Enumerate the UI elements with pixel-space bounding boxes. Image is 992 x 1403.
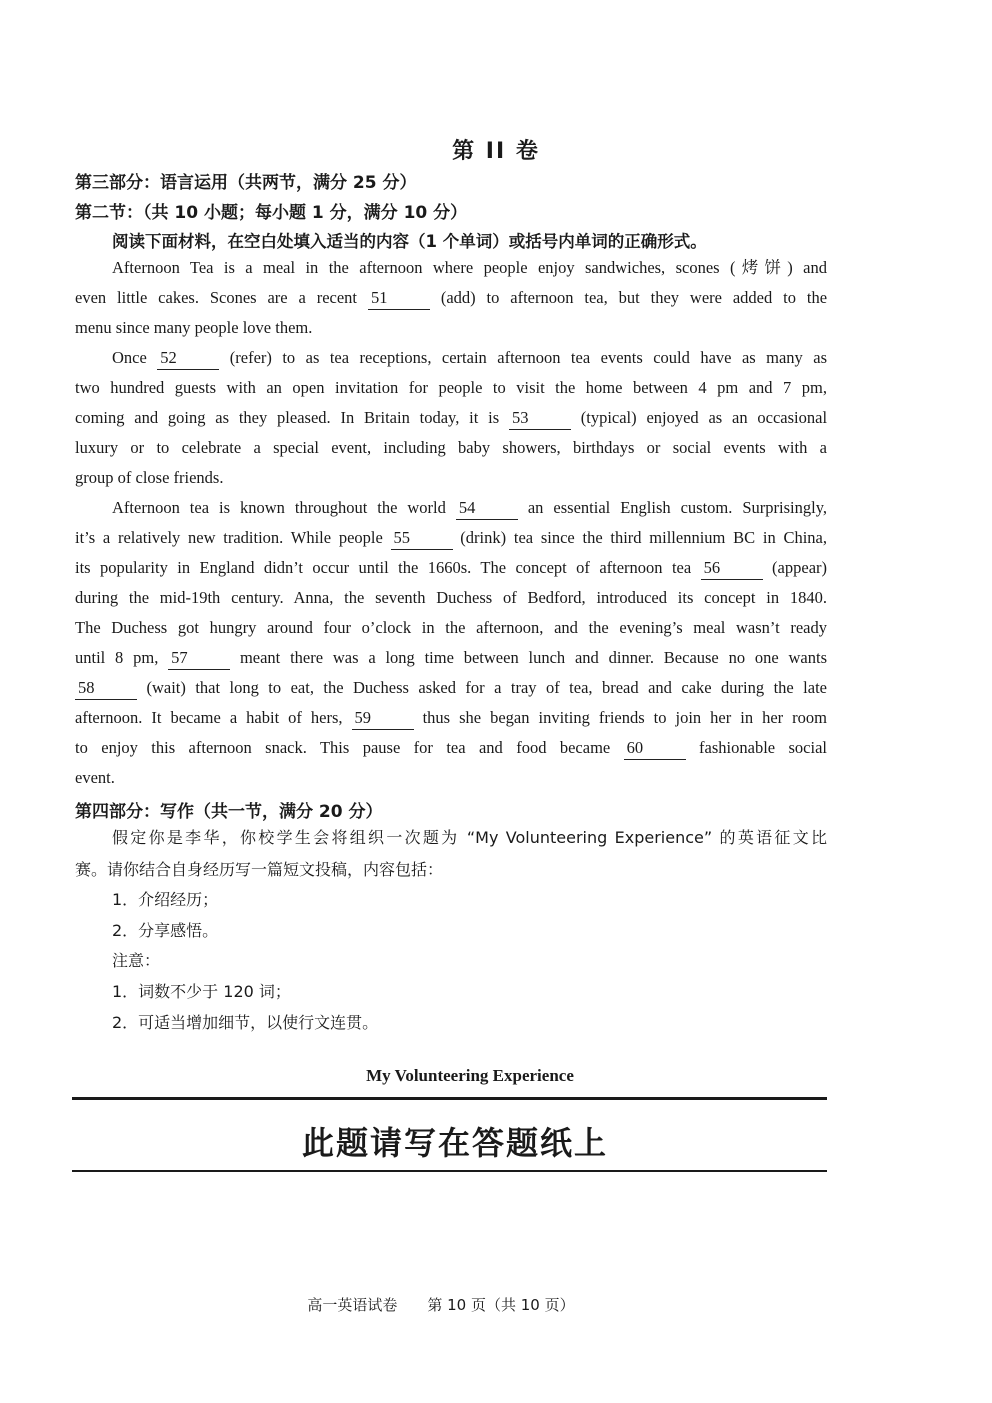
writing-note-item: 1．词数不少于 120 词； (112, 982, 291, 1001)
divider-top (72, 1097, 827, 1100)
blank-54[interactable]: 54 (456, 497, 518, 520)
blank-59[interactable]: 59 (352, 707, 414, 730)
passage-line: even little cakes. Scones are a recent 51 (add) to afternoon tea, but they were added to the (75, 287, 827, 310)
writing-prompt-line: 假定你是李华，你校学生会将组织一次题为 “My Volunteering Experience” 的英语征文比 (112, 828, 827, 847)
volume-title: 第 II 卷 (452, 139, 540, 164)
answer-sheet-notice: 此题请写在答题纸上 (301, 1124, 608, 1162)
passage-line: menu since many people love them. (75, 318, 313, 337)
passage-line: two hundred guests with an open invitation for people to visit the home between 4 pm and 7 pm, (75, 378, 827, 397)
blank-53[interactable]: 53 (509, 407, 571, 430)
part4-heading: 第四部分：写作（共一节，满分 20 分） (75, 802, 383, 822)
blank-57[interactable]: 57 (168, 647, 230, 670)
writing-note-label: 注意： (112, 951, 161, 970)
instruction: 阅读下面材料，在空白处填入适当的内容（1 个单词）或括号内单词的正确形式。 (112, 232, 707, 251)
passage-line: luxury or to celebrate a special event, including baby showers, birthdays or social events with a (75, 438, 827, 457)
passage-line: 58 (wait) that long to eat, the Duchess asked for a tray of tea, bread and cake during the late (75, 677, 827, 700)
writing-item: 1．介绍经历； (112, 890, 219, 909)
passage-line: afternoon. It became a habit of hers, 59 thus she began inviting friends to join her in her room (75, 707, 827, 730)
page-footer: 高一英语试卷 第 10 页（共 10 页） (307, 1296, 575, 1314)
passage-line: to enjoy this afternoon snack. This pause for tea and food became 60 fashionable social (75, 737, 827, 760)
blank-55[interactable]: 55 (391, 527, 453, 550)
passage-line: Afternoon tea is known throughout the world 54 an essential English custom. Surprisingly, (112, 497, 827, 520)
blank-58[interactable]: 58 (75, 677, 137, 700)
part3-heading: 第三部分：语言运用（共两节，满分 25 分） (75, 173, 417, 193)
essay-title: My Volunteering Experience (366, 1066, 574, 1085)
passage-line: Once 52 (refer) to as tea receptions, certain afternoon tea events could have as many as (112, 347, 827, 370)
passage-line: coming and going as they pleased. In Britain today, it is 53 (typical) enjoyed as an occasional (75, 407, 827, 430)
passage-line: it’s a relatively new tradition. While people 55 (drink) tea since the third millennium BC in China, (75, 527, 827, 550)
passage-line: its popularity in England didn’t occur until the 1660s. The concept of afternoon tea 56 (appear) (75, 557, 827, 580)
passage-line: Afternoon Tea is a meal in the afternoon where people enjoy sandwiches, scones (烤饼) and (112, 258, 827, 277)
writing-prompt-line: 赛。请你结合自身经历写一篇短文投稿，内容包括： (75, 860, 444, 879)
passage-line: until 8 pm, 57 meant there was a long time between lunch and dinner. Because no one wants (75, 647, 827, 670)
blank-51[interactable]: 51 (368, 287, 430, 310)
passage-line: group of close friends. (75, 468, 224, 487)
blank-60[interactable]: 60 (624, 737, 686, 760)
section2-heading: 第二节：（共 10 小题；每小题 1 分，满分 10 分） (75, 203, 468, 223)
passage-line: event. (75, 768, 115, 787)
writing-item: 2．分享感悟。 (112, 921, 219, 940)
writing-note-item: 2．可适当增加细节，以使行文连贯。 (112, 1013, 379, 1032)
blank-52[interactable]: 52 (157, 347, 219, 370)
blank-56[interactable]: 56 (701, 557, 763, 580)
passage-line: during the mid-19th century. Anna, the seventh Duchess of Bedford, introduced its concept in 1840. (75, 588, 827, 607)
divider-bottom (72, 1170, 827, 1172)
passage-line: The Duchess got hungry around four o’clock in the afternoon, and the evening’s meal wasn’t ready (75, 618, 827, 637)
